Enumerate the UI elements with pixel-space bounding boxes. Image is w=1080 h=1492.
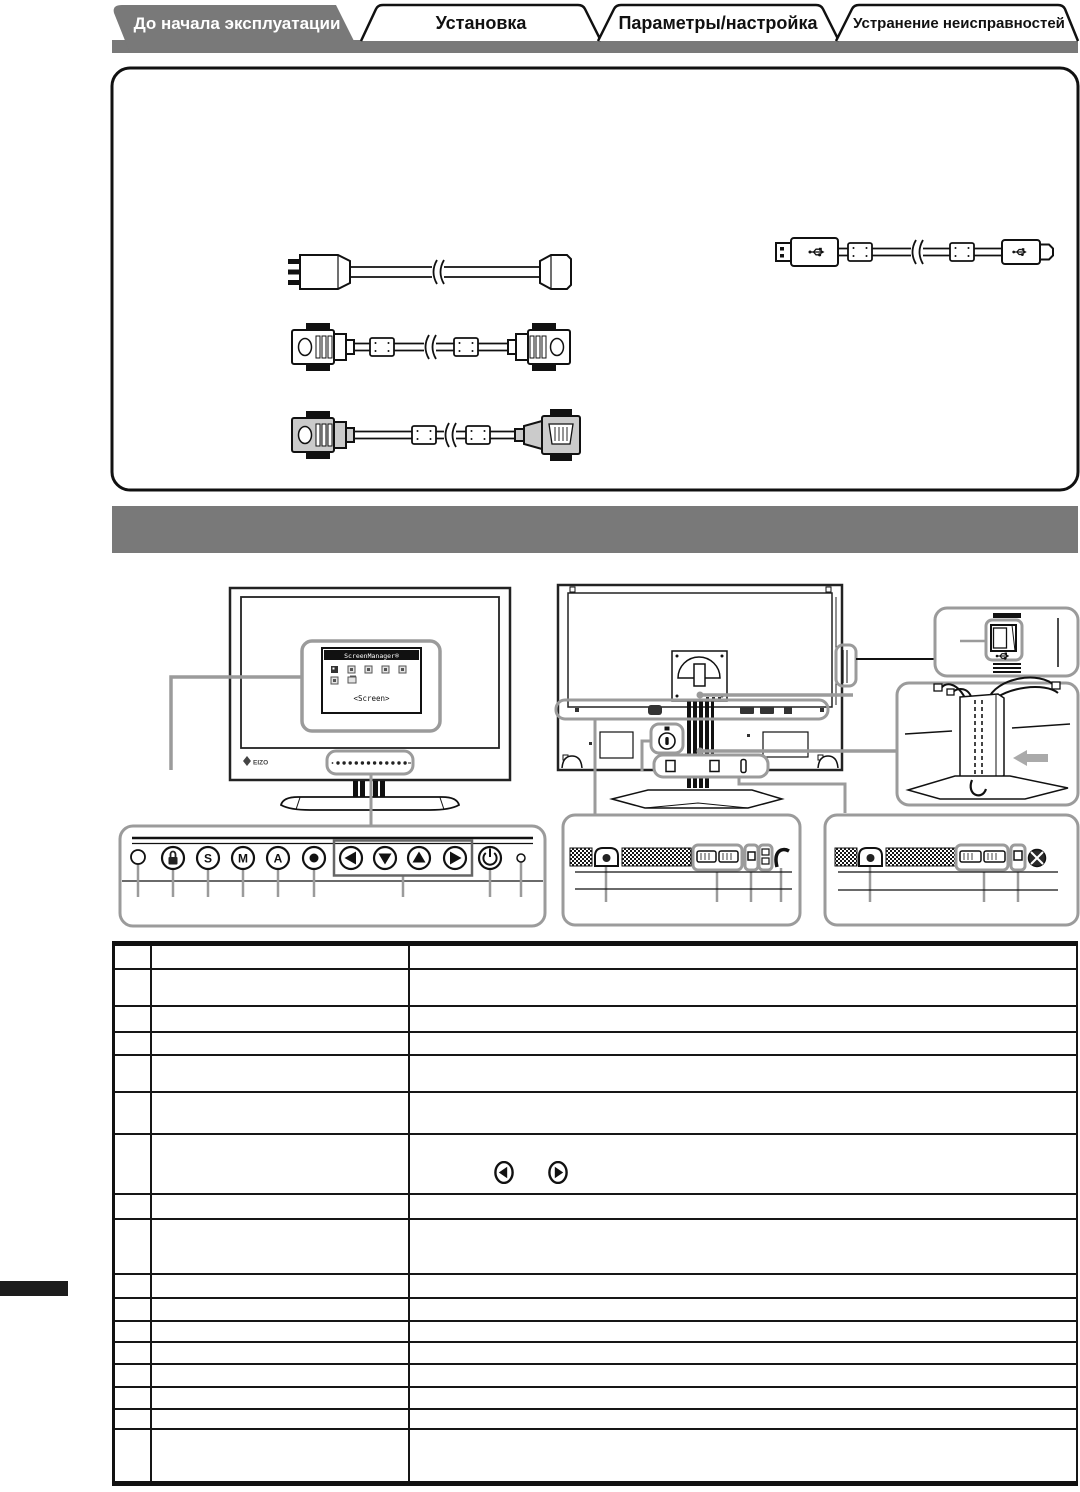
accessories-box [0,56,1080,506]
security-lock-slot [1029,850,1046,867]
cell-number [114,1219,151,1274]
power-indicator [517,854,525,862]
cell-description [409,1298,1078,1321]
cell-number [114,1429,151,1484]
usb-port-right [1011,845,1025,870]
page-index-marker [0,1281,68,1296]
cell-part-name [151,1387,409,1409]
usb-downstream-ports [759,845,772,870]
svg-text:S: S [203,851,213,866]
side-port-callout [836,645,936,686]
tab-before-use [114,5,360,53]
table-row [114,1092,1078,1134]
rear-connectors-detail-box-left [563,815,800,925]
front-button-dot [355,761,358,764]
cell-number [114,1409,151,1429]
cell-number [114,1364,151,1387]
cell-description [409,1092,1078,1134]
cell-part-name [151,1409,409,1429]
cell-part-name [151,1219,409,1274]
cell-part-name [151,1364,409,1387]
front-button-dot [397,761,400,764]
cell-description [409,1055,1078,1092]
osd-title: ScreenManager® [344,652,399,660]
cell-description [409,1194,1078,1219]
cell-part-name [151,944,409,969]
accessories-outline [112,68,1078,490]
controls-diagram [0,556,1080,940]
table-row [114,1032,1078,1055]
select-button [197,847,219,869]
cell-part-name [151,1274,409,1298]
cell-number [114,1055,151,1092]
rear-stand-base [612,790,782,808]
cell-description [409,1321,1078,1342]
svg-text:A: A [273,851,283,866]
cell-part-name [151,1194,409,1219]
cell-number [114,1321,151,1342]
tab-settings-adjustment [598,5,839,41]
front-button-dot [385,761,388,764]
right-arrow-button-icon [548,1161,568,1184]
table-row [114,1274,1078,1298]
cell-part-name [151,969,409,1006]
parts-function-table [112,941,1078,1486]
cell-part-name [151,1321,409,1342]
cell-part-name [151,1342,409,1364]
cell-description [409,1219,1078,1274]
cell-description [409,969,1078,1006]
table-row [114,1364,1078,1387]
rear-connectors-detail-box-right [825,815,1078,925]
table-row [114,1055,1078,1092]
section-banner [112,506,1078,553]
osd-menu-label: <Screen> [353,694,390,703]
mode-button [232,847,254,869]
cell-number [114,1194,151,1219]
cell-description [409,1134,1078,1194]
cell-part-name [151,1055,409,1092]
front-button-dot [342,761,345,764]
cell-part-name [151,1092,409,1134]
front-button-dot [336,761,339,764]
table-row [114,944,1078,969]
usb-upstream-port [745,845,758,870]
screen-manager-osd [322,648,421,713]
tab-bar [0,0,1080,56]
cell-number [114,1298,151,1321]
cell-part-name [151,1429,409,1484]
table-row [114,1429,1078,1484]
cell-description [409,1364,1078,1387]
brightness-sensor [131,850,145,864]
front-button-dot [361,761,364,764]
table-row [114,1387,1078,1409]
front-button-dot [391,761,394,764]
control-panel-detail [120,826,545,926]
up-button [408,847,430,869]
tab-troubleshooting-label: Устранение неисправностей [853,15,1065,32]
front-button-dot [367,761,370,764]
auto-button [267,847,289,869]
tab-settings-label: Параметры/настройка [618,13,818,33]
cell-part-name [151,1298,409,1321]
table-row [114,1409,1078,1429]
cell-part-name [151,1006,409,1032]
left-arrow-button-icon [494,1161,514,1184]
cell-number [114,1387,151,1409]
front-button-dot [379,761,382,764]
cell-description [409,1342,1078,1364]
cell-number [114,944,151,969]
tab-installation-label: Установка [435,13,527,33]
left-button [340,847,362,869]
table-row [114,1342,1078,1364]
cell-description [409,944,1078,969]
cell-part-name [151,1134,409,1194]
table-row [114,1219,1078,1274]
table-row [114,1006,1078,1032]
table-row [114,1298,1078,1321]
inline-arrow-buttons [494,1161,1077,1184]
cell-part-name [151,1032,409,1055]
cell-number [114,1032,151,1055]
down-button [374,847,396,869]
cable-holder-detail-box [897,678,1078,805]
side-port-detail-box [935,608,1078,676]
front-button-dot [349,761,352,764]
power-button [479,847,501,869]
tab-troubleshooting [836,5,1078,41]
cell-description [409,1429,1078,1484]
power-connector [595,848,618,866]
front-button-dot [403,761,406,764]
power-connector-right [859,848,882,866]
cell-number [114,1134,151,1194]
dvi-connectors-right [956,845,1008,870]
table-row [114,1194,1078,1219]
cell-description [409,1006,1078,1032]
eizo-logo-text: EIZO [253,759,269,767]
tab-installation [361,5,601,41]
cell-description [409,1409,1078,1429]
table-row [114,1134,1078,1194]
right-button [444,847,466,869]
tab-before-use-label: До начала эксплуатации [133,14,341,33]
input-signal-button [303,847,325,869]
svg-text:M: M [238,851,248,866]
cell-number [114,1342,151,1364]
dvi-connectors [693,845,742,870]
cell-description [409,1032,1078,1055]
cell-number [114,1274,151,1298]
cell-number [114,1092,151,1134]
table-row [114,1321,1078,1342]
cell-description [409,1274,1078,1298]
cell-number [114,1006,151,1032]
front-button-dot [373,761,376,764]
cell-description [409,1387,1078,1409]
lock-button [162,847,184,869]
usb-cable-illustration [776,238,1053,266]
cell-number [114,969,151,1006]
table-row [114,969,1078,1006]
